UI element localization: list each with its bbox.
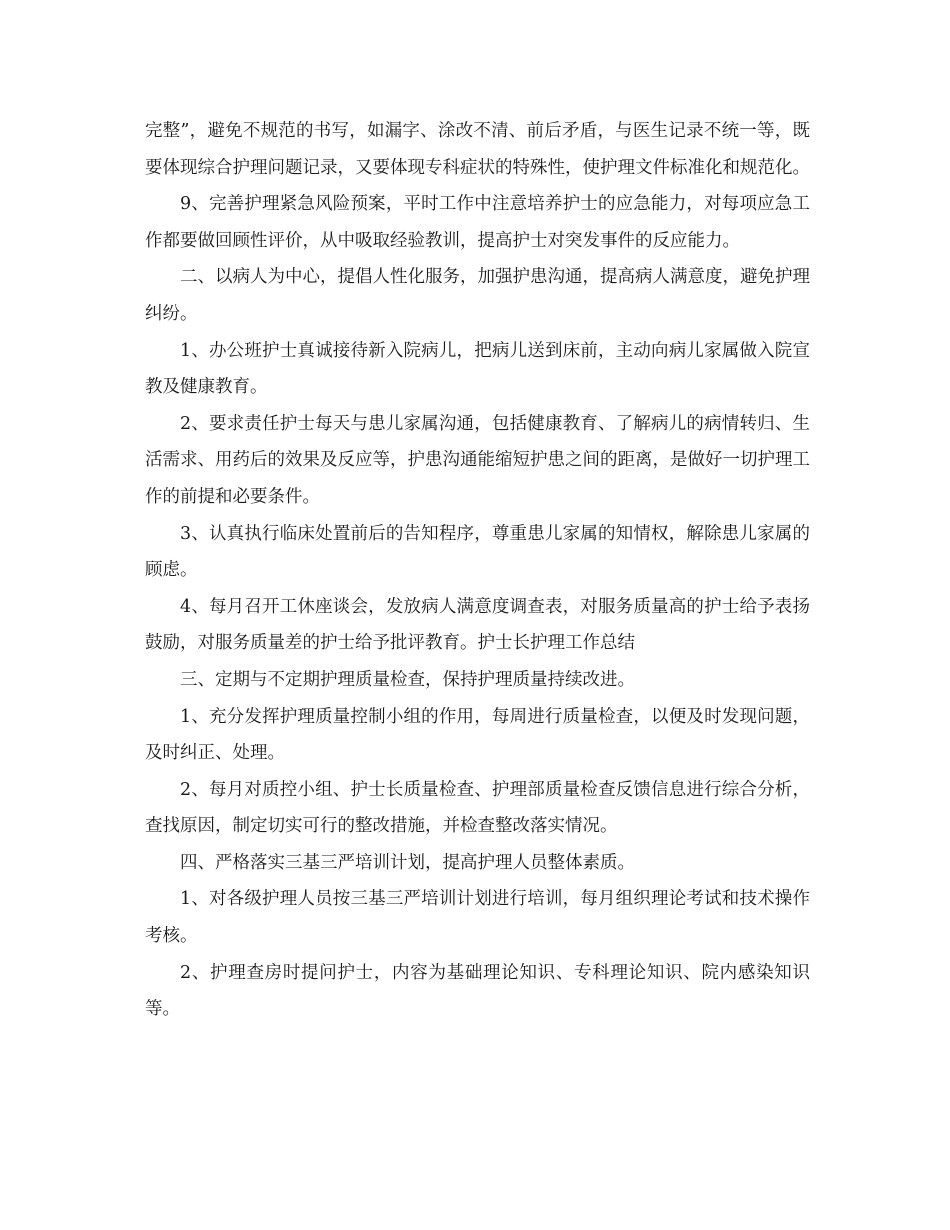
- paragraph-item-2-communication: 2、要求责任护士每天与患儿家属沟通，包括健康教育、了解病儿的病情转归、生活需求、用药后的效果及反应等，护患沟通能缩短护患之间的距离，是做好一切护理工作的前提和必要条件。: [145, 413, 810, 507]
- document-body: [145, 113, 810, 1028]
- section-heading-4-training-plan: 四、严格落实三基三严培训计划，提高护理人员整体素质。: [180, 852, 635, 873]
- paragraph-item-1-training-exams: 1、对各级护理人员按三基三严培训计划进行培训，每月组织理论考试和技术操作考核。: [145, 889, 810, 947]
- section-heading-3-quality-inspection: 三、定期与不定期护理质量检查，保持护理质量持续改进。: [180, 669, 635, 690]
- paragraph-item-1-admission: 1、办公班护士真诚接待新入院病儿，把病儿送到床前，主动向病儿家属做入院宣教及健康教育。: [145, 340, 810, 398]
- paragraph-continued-record-standards: 完整”，避免不规范的书写，如漏字、涂改不清、前后矛盾，与医生记录不统一等，既要体现综合护理问题记录，又要体现专科症状的特殊性，使护理文件标准化和规范化。: [145, 121, 810, 178]
- paragraph-item-3-informed-consent: 3、认真执行临床处置前后的告知程序，尊重患儿家属的知情权，解除患儿家属的顾虑。: [145, 523, 810, 581]
- section-heading-2-patient-centered: 二、以病人为中心，提倡人性化服务，加强护患沟通，提高病人满意度，避免护理纠纷。: [145, 267, 810, 324]
- paragraph-item-9-emergency-plan: 9、完善护理紧急风险预案，平时工作中注意培养护士的应急能力，对每项应急工作都要做回顾性评价，从中吸取经验教训，提高护士对突发事件的反应能力。: [145, 194, 810, 251]
- paragraph-item-2-ward-rounds: 2、护理查房时提问护士，内容为基础理论知识、专科理论知识、院内感染知识等。: [145, 962, 810, 1020]
- paragraph-item-4-satisfaction-survey: 4、每月召开工休座谈会，发放病人满意度调查表，对服务质量高的护士给予表扬鼓励，对服务质量差的护士给予批评教育。护士长护理工作总结: [145, 596, 810, 654]
- paragraph-item-2-monthly-analysis: 2、每月对质控小组、护士长质量检查、护理部质量检查反馈信息进行综合分析，查找原因，制定切实可行的整改措施，并检查整改落实情况。: [145, 779, 810, 837]
- paragraph-item-1-quality-control-group: 1、充分发挥护理质量控制小组的作用，每周进行质量检查，以便及时发现问题，及时纠正、处理。: [145, 706, 810, 764]
